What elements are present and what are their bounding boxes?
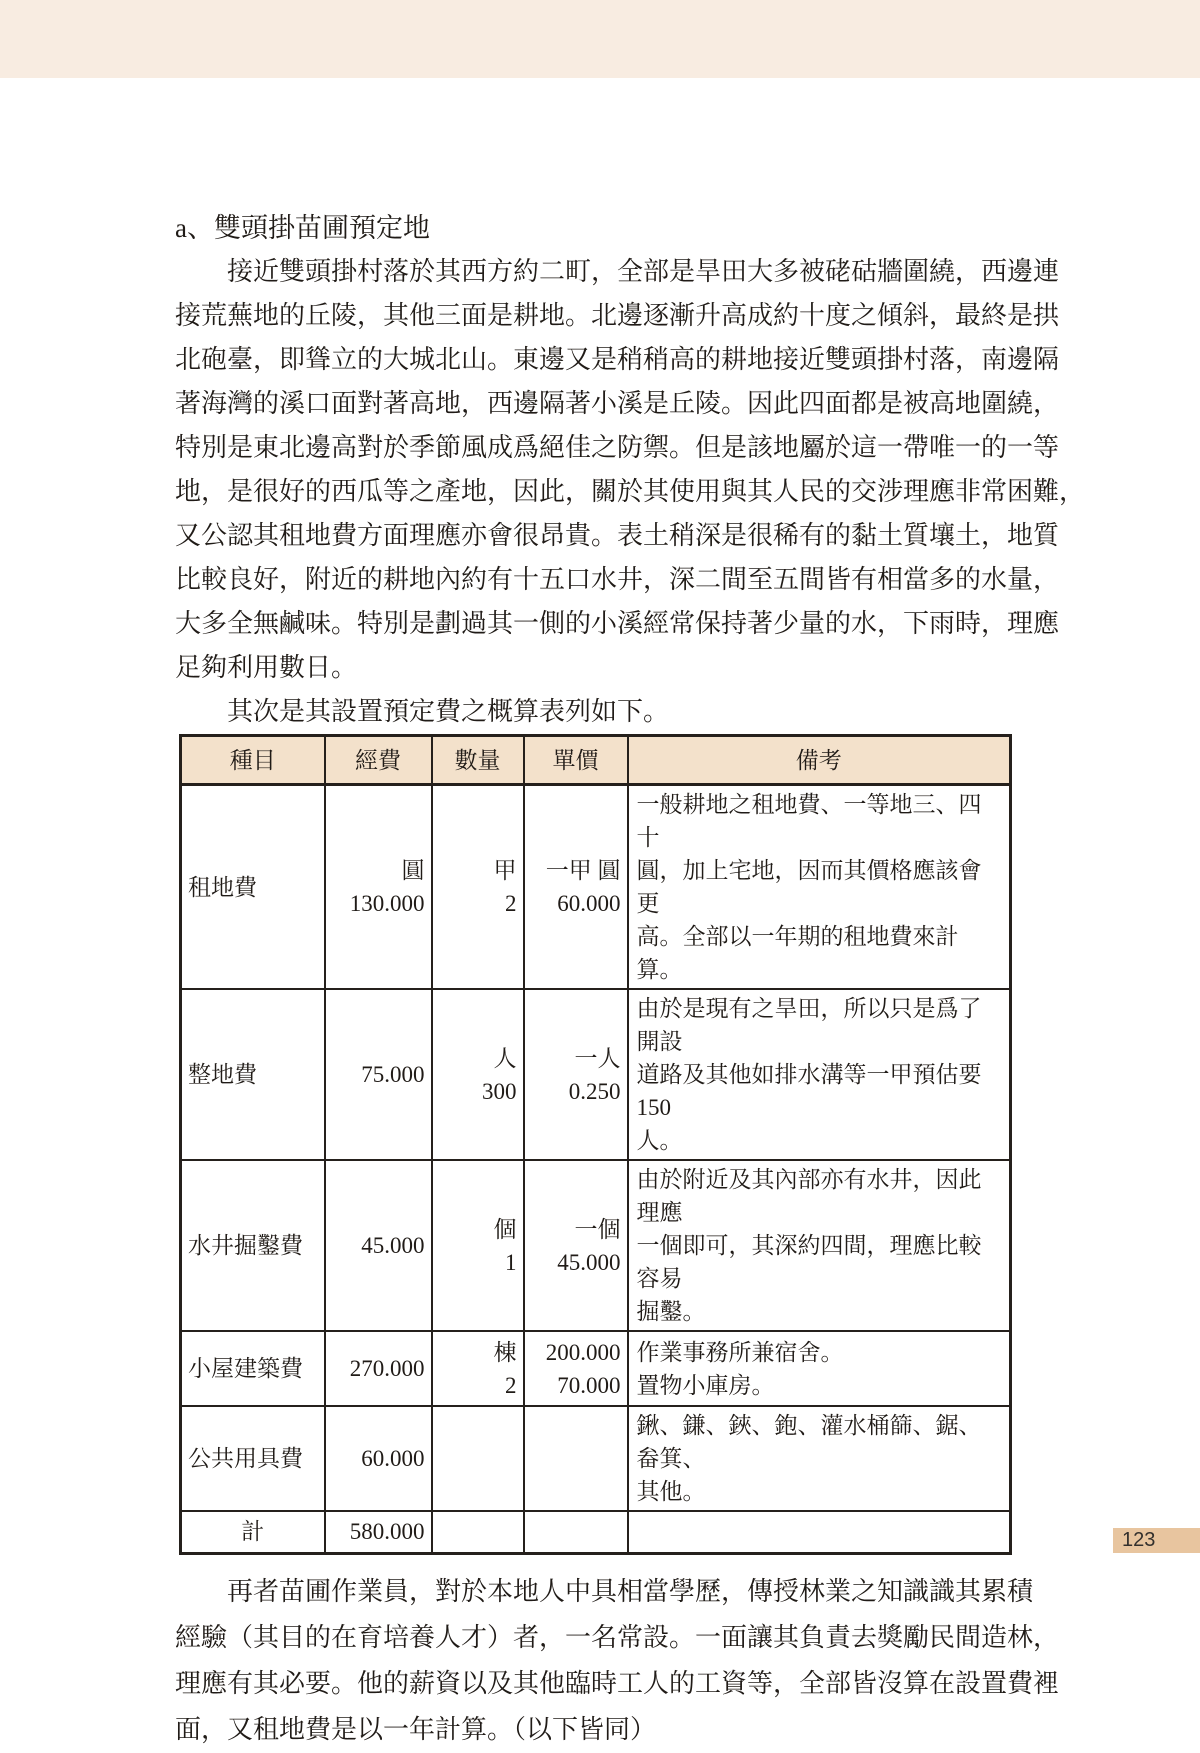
cell-line: 置物小庫房。 — [636, 1372, 775, 1398]
text-line: 經驗（其目的在育培養人才）者，一名常設。一面讓其負責去獎勵民間造林， — [175, 1622, 1060, 1652]
table-row — [181, 1511, 1011, 1553]
table-row — [181, 785, 1011, 990]
cell-cost — [325, 1160, 432, 1331]
page-number: 123 — [1122, 1529, 1156, 1551]
column-header: 種目 — [181, 736, 325, 785]
top-margin-band — [0, 0, 1200, 78]
cell-cost — [325, 1406, 432, 1511]
cell-line: 200.000 — [545, 1339, 621, 1365]
cell-qty — [432, 785, 524, 990]
cell-line: 1 — [505, 1249, 517, 1275]
cell-line: 60.000 — [361, 1446, 425, 1471]
cell-line: 0.250 — [568, 1078, 621, 1104]
cell-item: 計 — [181, 1511, 325, 1553]
cell-item: 公共用具費 — [181, 1406, 325, 1511]
table-row — [181, 1331, 1011, 1406]
cell-line: 高。全部以一年期的租地費來計算。 — [636, 924, 959, 982]
cell-qty — [432, 989, 524, 1160]
cell-remark — [628, 1406, 1011, 1511]
text-line: 接荒蕪地的丘陵，其他三面是耕地。北邊逐漸升高成約十度之傾斜，最終是拱 — [175, 301, 1060, 330]
text-line: 接近雙頭掛村落於其西方約二町，全部是旱田大多被硓𥑮牆圍繞，西邊連 — [227, 257, 1060, 286]
table-row — [181, 989, 1011, 1160]
cell-item: 水井掘鑿費 — [181, 1160, 325, 1331]
cell-price — [524, 989, 628, 1160]
cell-cost — [325, 785, 432, 990]
cell-line: 580.000 — [349, 1519, 425, 1545]
cell-remark — [628, 989, 1011, 1160]
text-line: 足夠利用數日。 — [175, 653, 358, 682]
cell-line: 圓 — [401, 858, 425, 883]
text-line: 北砲臺，即聳立的大城北山。東邊又是稍稍高的耕地接近雙頭掛村落，南邊隔 — [175, 345, 1060, 374]
cell-line: 70.000 — [557, 1372, 621, 1398]
setup-cost-table — [179, 734, 1012, 1555]
text-line: 再者苗圃作業員，對於本地人中具相當學歷，傳授林業之知識識其累積 — [227, 1576, 1034, 1606]
cell-line: 個 — [493, 1216, 517, 1242]
cell-item: 租地費 — [181, 785, 325, 990]
cell-cost — [325, 1511, 432, 1553]
cell-line: 一人 — [574, 1045, 621, 1071]
text-line: 面，又租地費是以一年計算。（以下皆同） — [175, 1714, 657, 1744]
cell-line: 45.000 — [361, 1233, 425, 1258]
cell-price — [524, 785, 628, 990]
cell-line: 由於是現有之旱田，所以只是爲了開設 — [636, 996, 982, 1054]
table-row — [181, 1160, 1011, 1331]
cell-line: 掘鑿。 — [636, 1299, 706, 1324]
cell-qty — [432, 1331, 524, 1406]
column-header: 經費 — [325, 736, 432, 785]
paragraph-staffing-note — [175, 1569, 1060, 1753]
cell-line: 棟 — [493, 1339, 517, 1365]
cell-line: 一甲 圓 — [545, 858, 621, 883]
cell-line: 道路及其他如排水溝等一甲預估要 150 — [636, 1062, 982, 1120]
cell-qty — [432, 1160, 524, 1331]
cell-line: 其他。 — [636, 1479, 706, 1504]
page-content — [175, 206, 1086, 1753]
table-intro-line: 其次是其設置預定費之概算表列如下。 — [227, 697, 670, 726]
cell-cost — [325, 989, 432, 1160]
cell-cost — [325, 1331, 432, 1406]
cell-item: 整地費 — [181, 989, 325, 1160]
text-line: 特別是東北邊高對於季節風成爲絕佳之防禦。但是該地屬於這一帶唯一的一等 — [175, 433, 1060, 462]
cell-remark — [628, 1160, 1011, 1331]
cell-line: 人 — [493, 1045, 517, 1071]
text-line: 又公認其租地費方面理應亦會很昂貴。表土稍深是很稀有的黏土質壤土，地質 — [175, 521, 1060, 550]
cell-line: 300 — [482, 1078, 517, 1104]
cell-line: 一般耕地之租地費、一等地三、四十 — [636, 792, 982, 850]
cell-price — [524, 1406, 628, 1511]
paragraph-site-description — [175, 250, 1086, 690]
cell-item: 小屋建築費 — [181, 1331, 325, 1406]
cell-line: 人。 — [636, 1128, 683, 1153]
column-header: 備考 — [628, 736, 1011, 785]
cell-line: 一個 — [574, 1216, 621, 1242]
cell-line: 270.000 — [349, 1356, 425, 1381]
cell-line: 45.000 — [557, 1249, 621, 1275]
text-line: 大多全無鹹味。特別是劃過其一側的小溪經常保持著少量的水，下雨時，理應 — [175, 609, 1060, 638]
column-header: 數量 — [432, 736, 524, 785]
text-line: 比較良好，附近的耕地內約有十五口水井，深二間至五間皆有相當多的水量， — [175, 565, 1060, 594]
cell-line: 作業事務所兼宿舍。 — [636, 1339, 844, 1365]
column-header: 單價 — [524, 736, 628, 785]
cell-line: 60.000 — [557, 891, 621, 916]
section-heading: a、雙頭掛苗圃預定地 — [175, 213, 430, 243]
table-row — [181, 1406, 1011, 1511]
cell-remark — [628, 1511, 1011, 1553]
cell-price — [524, 1160, 628, 1331]
page-number-badge — [1113, 1528, 1200, 1553]
text-line: 地，是很好的西瓜等之產地，因此，關於其使用與其人民的交涉理應非常困難， — [175, 477, 1086, 506]
cell-qty — [432, 1406, 524, 1511]
cell-price — [524, 1331, 628, 1406]
cell-line: 甲 — [493, 858, 517, 883]
cell-line: 鍬、鎌、鋏、鉋、灌水桶篩、鋸、畚箕、 — [636, 1413, 982, 1471]
cell-line: 75.000 — [361, 1062, 425, 1087]
cell-line: 由於附近及其內部亦有水井，因此理應 — [636, 1167, 982, 1225]
text-line: 理應有其必要。他的薪資以及其他臨時工人的工資等，全部皆沒算在設置費裡 — [175, 1668, 1060, 1698]
cell-line: 圓，加上宅地，因而其價格應該會更 — [636, 858, 982, 916]
cell-remark — [628, 1331, 1011, 1406]
table-header-row — [181, 736, 1011, 785]
cell-line: 一個即可，其深約四間，理應比較容易 — [636, 1233, 982, 1291]
cell-line: 2 — [505, 1372, 517, 1398]
cell-qty — [432, 1511, 524, 1553]
cell-line: 130.000 — [349, 891, 425, 916]
text-line: 著海灣的溪口面對著高地，西邊隔著小溪是丘陵。因此四面都是被高地圍繞， — [175, 389, 1060, 418]
cell-line: 2 — [505, 891, 517, 916]
cell-price — [524, 1511, 628, 1553]
cell-remark — [628, 785, 1011, 990]
